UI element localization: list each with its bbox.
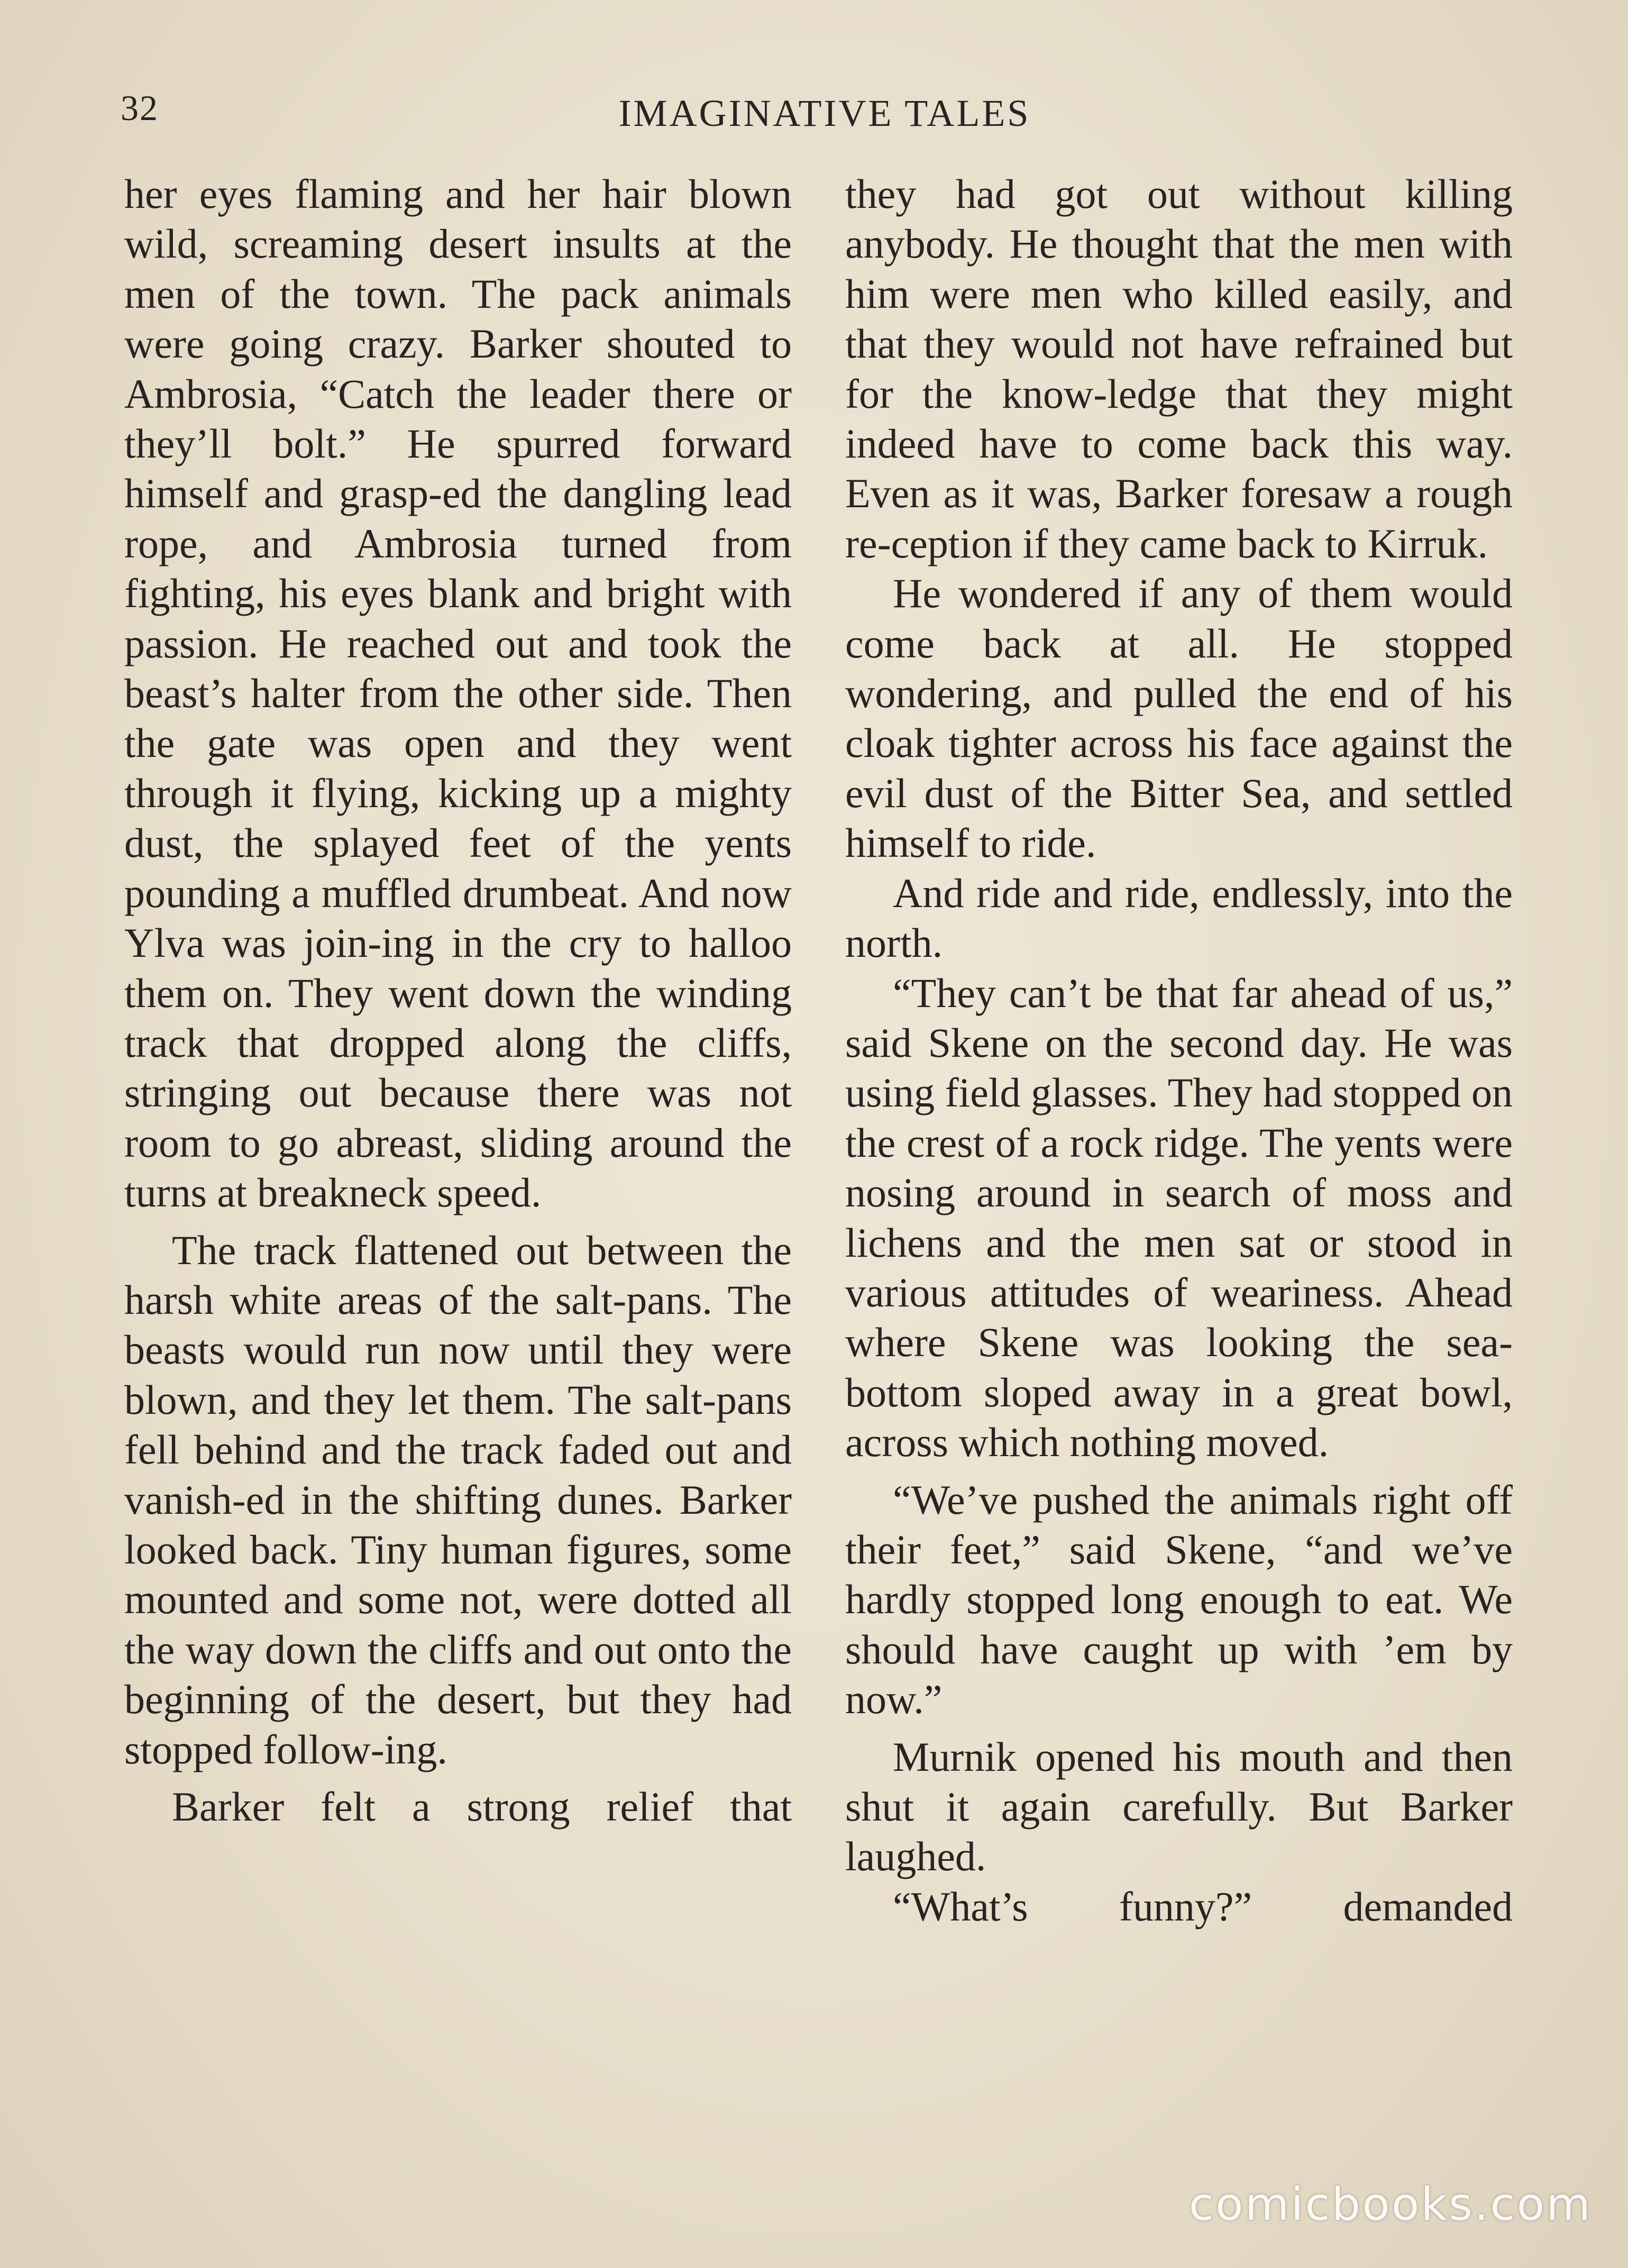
paragraph: He wondered if any of them would come back at all. He stopped wondering, and pulled the end of his cloak tighter across his face against the evil dust of the Bitter Sea, and settled himself to ride. xyxy=(845,570,1513,866)
left-column xyxy=(124,169,792,1832)
page-number: 32 xyxy=(121,88,159,128)
right-column xyxy=(845,169,1513,1932)
paragraph: “What’s funny?” demanded xyxy=(893,1883,1513,1929)
paragraph: Barker felt a strong relief that xyxy=(172,1784,792,1830)
paragraph: Murnik opened his mouth and then shut it again carefully. But Barker laughed. xyxy=(845,1733,1513,1880)
paragraph: they had got out without killing anybody. He thought that the men with him were men who killed easily, and that they would not have refrained but for the know-ledge that they might indeed have to come back this way. Even as it was, Barker foresaw a rough re-ception if they came back to Kirruk. xyxy=(845,171,1513,566)
watermark-logo: comicbooks.com xyxy=(1188,2178,1592,2231)
paragraph: her eyes flaming and her hair blown wild, screaming desert insults at the men of the town. The pack animals were going crazy. Barker shouted to Ambrosia, “Catch the leader there or they’ll bolt.” He spurred forward himself and grasp-ed the dangling lead rope, and Ambrosia turned from fighting, his eyes blank and bright with passion. He reached out and took the beast’s halter from the other side. Then the gate was open and they went through it flying, kicking up a mighty dust, the splayed feet of the yents pounding a muffled drumbeat. And now Ylva was join-ing in the cry to halloo them on. They went down the winding track that dropped along the cliffs, stringing out because there was not room to go abreast, sliding around the turns at breakneck speed. xyxy=(124,171,792,1216)
paragraph: And ride and ride, endlessly, into the north. xyxy=(845,870,1513,966)
running-title: IMAGINATIVE TALES xyxy=(618,92,1031,134)
paragraph: “We’ve pushed the animals right off their feet,” said Skene, “and we’ve hardly stopped long enough to eat. We should have caught up with ’em by now.” xyxy=(845,1476,1513,1723)
paragraph: “They can’t be that far ahead of us,” said Skene on the second day. He was using field glasses. They had stopped on the crest of a rock ridge. The yents were nosing around in search of moss and lichens and the men sat or stood in various attitudes of weariness. Ahead where Skene was looking the sea-bottom sloped away in a great bowl, across which nothing moved. xyxy=(845,970,1513,1466)
paragraph: The track flattened out between the harsh white areas of the salt-pans. The beasts would run now until they were blown, and they let them. The salt-pans fell behind and the track faded out and vanish-ed in the shifting dunes. Barker looked back. Tiny human figures, some mounted and some not, were dotted all the way down the cliffs and out onto the beginning of the desert, but they had stopped follow-ing. xyxy=(124,1227,792,1772)
